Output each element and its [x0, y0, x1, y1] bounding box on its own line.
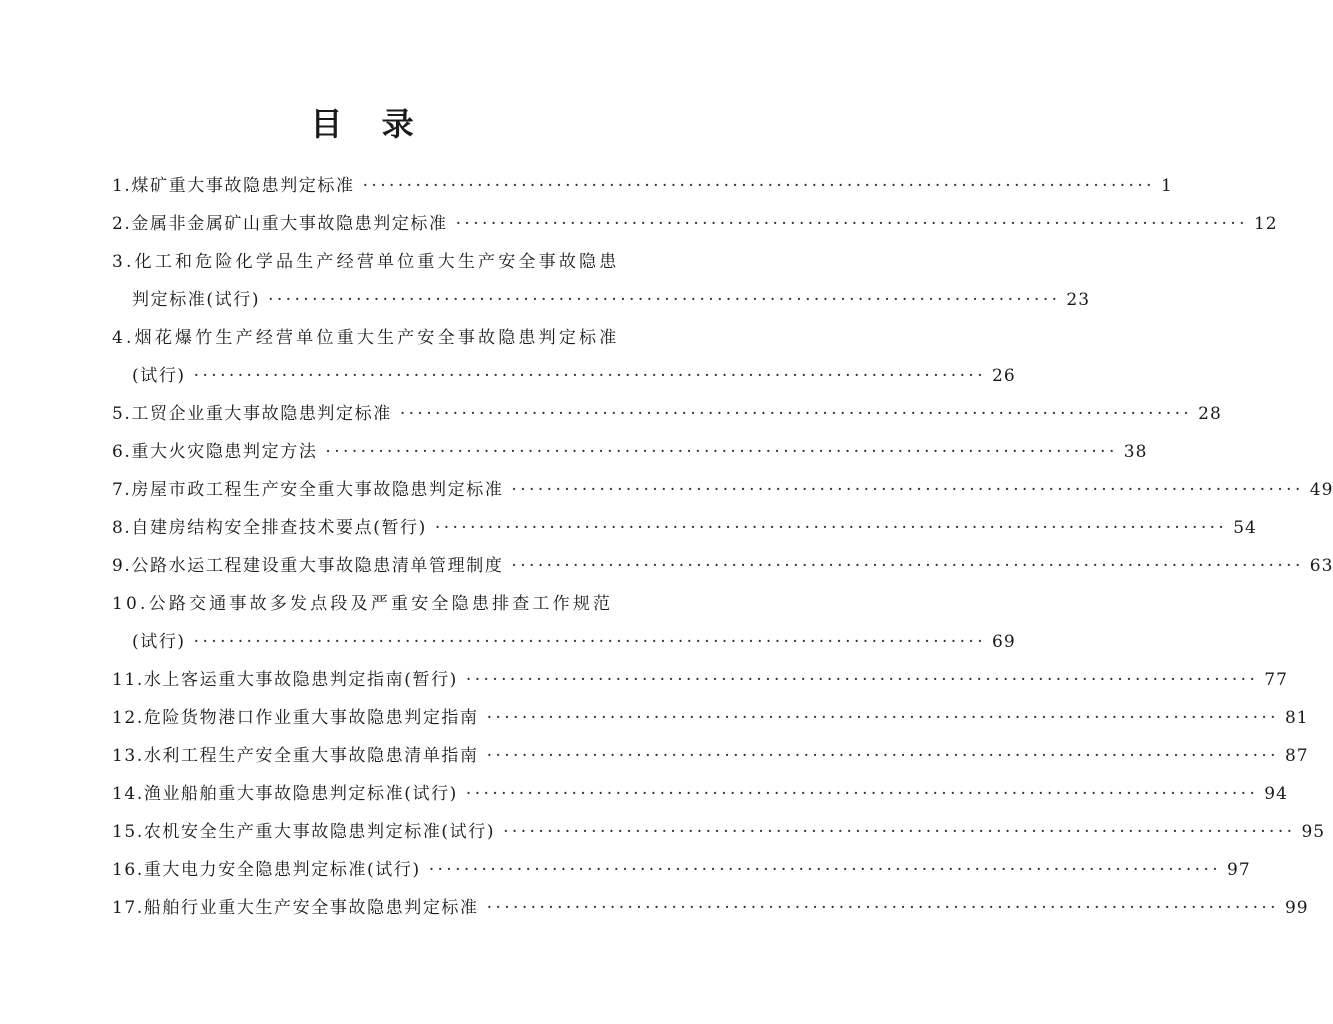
toc-entry-3-continued[interactable]: [112, 281, 1091, 319]
toc-entry-4-continued[interactable]: [112, 357, 1016, 395]
toc-entry-title: 11.水上客运重大事故隐患判定指南(暂行): [112, 670, 458, 690]
toc-entry-title: 5.工贸企业重大事故隐患判定标准: [112, 404, 392, 424]
toc-entry-13[interactable]: [112, 737, 1309, 775]
toc-entry-14[interactable]: [112, 775, 1288, 813]
toc-entry-page: 95: [1301, 822, 1326, 842]
toc-entry-title: 8.自建房结构安全排查技术要点(暂行): [112, 518, 427, 538]
dot-leader: ··························································································: [465, 784, 1259, 804]
toc-title: 目 录: [310, 105, 428, 143]
toc-entry-page: 1: [1160, 176, 1173, 196]
dot-leader: ··························································································: [486, 898, 1279, 918]
dot-leader: ··························································································: [511, 556, 1304, 576]
toc-entry-9[interactable]: [112, 547, 1333, 585]
toc-entry-title: 16.重大电力安全隐患判定标准(试行): [112, 860, 421, 880]
toc-entry-title: 9.公路水运工程建设重大事故隐患清单管理制度: [112, 556, 504, 576]
toc-entry-15[interactable]: [112, 813, 1326, 851]
toc-entry-title: 12.危险货物港口作业重大事故隐患判定指南: [112, 708, 479, 728]
toc-entry-page: 97: [1227, 860, 1251, 880]
toc-entry-8[interactable]: [112, 509, 1257, 547]
toc-entry-page: 81: [1284, 708, 1309, 728]
toc-entry-page: 69: [992, 632, 1016, 652]
toc-entry-page: 94: [1264, 784, 1288, 804]
toc-entry-page: 49: [1309, 480, 1333, 500]
toc-entry-17[interactable]: [112, 889, 1309, 927]
toc-entry-page: 28: [1198, 404, 1222, 424]
toc-entry-page: 12: [1253, 214, 1278, 234]
dot-leader: ··························································································: [486, 746, 1279, 766]
toc-entry-title: 1.煤矿重大事故隐患判定标准: [112, 176, 355, 196]
toc-entry-page: 87: [1284, 746, 1309, 766]
toc-entry-title-continued: (试行): [132, 366, 186, 386]
toc-entry-12[interactable]: [112, 699, 1309, 737]
toc-entry-10-continued[interactable]: [112, 623, 1016, 661]
toc-entry-2[interactable]: [112, 205, 1278, 243]
toc-entry-page: 26: [992, 366, 1016, 386]
toc-entry-5[interactable]: [112, 395, 1222, 433]
toc-entry-title: 6.重大火灾隐患判定方法: [112, 442, 318, 462]
toc-entry-16[interactable]: [112, 851, 1251, 889]
toc-entry-title: 4.烟花爆竹生产经营单位重大生产安全事故隐患判定标准: [112, 328, 620, 348]
toc-entry-3[interactable]: [112, 243, 620, 281]
dot-leader: ··························································································: [399, 404, 1193, 424]
toc-entry-title: 13.水利工程生产安全重大事故隐患清单指南: [112, 746, 479, 766]
toc-entry-title: 3.化工和危险化学品生产经营单位重大生产安全事故隐患: [112, 252, 620, 272]
toc-entry-4[interactable]: [112, 319, 620, 357]
table-of-contents: [112, 167, 1333, 927]
dot-leader: ··························································································: [193, 366, 987, 386]
toc-entry-page: 23: [1066, 290, 1091, 310]
toc-entry-page: 38: [1123, 442, 1148, 462]
toc-entry-title: 2.金属非金属矿山重大事故隐患判定标准: [112, 214, 448, 234]
toc-entry-page: 77: [1264, 670, 1288, 690]
dot-leader: ··························································································: [455, 214, 1248, 234]
toc-entry-title: 17.船舶行业重大生产安全事故隐患判定标准: [112, 898, 479, 918]
toc-entry-11[interactable]: [112, 661, 1288, 699]
toc-entry-6[interactable]: [112, 433, 1148, 471]
toc-entry-1[interactable]: [112, 167, 1173, 205]
dot-leader: ··························································································: [193, 632, 987, 652]
toc-entry-7[interactable]: [112, 471, 1333, 509]
toc-entry-title: 10.公路交通事故多发点段及严重安全隐患排查工作规范: [112, 594, 614, 614]
toc-entry-10[interactable]: [112, 585, 614, 623]
dot-leader: ··························································································: [434, 518, 1228, 538]
dot-leader: ··························································································: [362, 176, 1155, 196]
toc-entry-title: 14.渔业船舶重大事故隐患判定标准(试行): [112, 784, 458, 804]
dot-leader: ··························································································: [325, 442, 1118, 462]
dot-leader: ··························································································: [465, 670, 1259, 690]
toc-entry-page: 99: [1284, 898, 1309, 918]
toc-entry-title: 7.房屋市政工程生产安全重大事故隐患判定标准: [112, 480, 504, 500]
toc-entry-page: 54: [1233, 518, 1257, 538]
dot-leader: ··························································································: [268, 290, 1061, 310]
dot-leader: ··························································································: [486, 708, 1279, 728]
dot-leader: ··························································································: [503, 822, 1296, 842]
toc-entry-title-continued: (试行): [132, 632, 186, 652]
toc-entry-page: 63: [1309, 556, 1333, 576]
toc-entry-title: 15.农机安全生产重大事故隐患判定标准(试行): [112, 822, 496, 842]
dot-leader: ··························································································: [511, 480, 1304, 500]
dot-leader: ··························································································: [428, 860, 1222, 880]
toc-entry-title-continued: 判定标准(试行): [132, 290, 261, 310]
